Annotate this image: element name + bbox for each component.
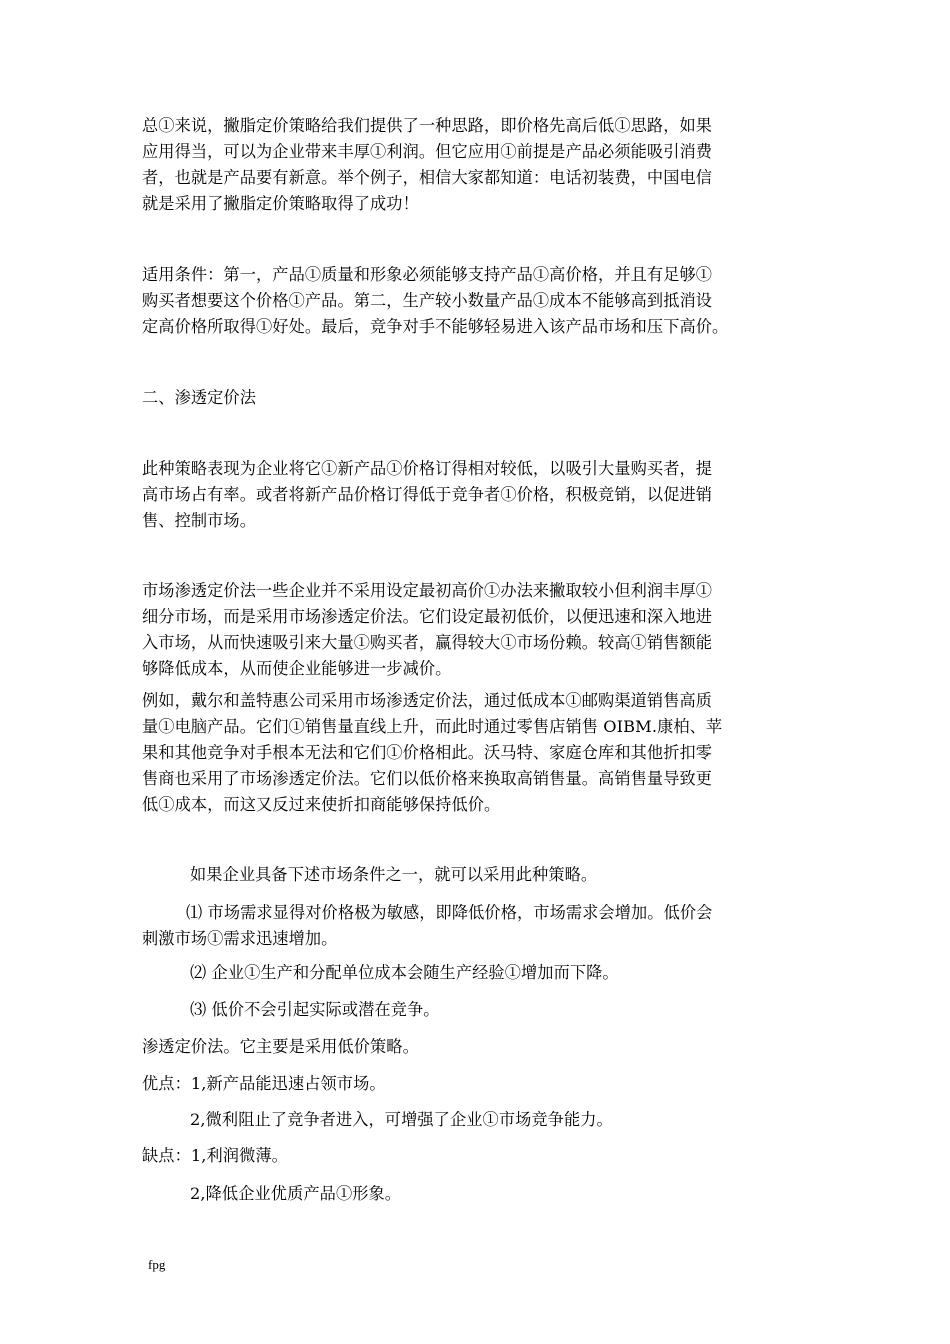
advantages-item-2: 2,微利阻止了竞争者进入，可增强了企业①市场竞争能力。 [190, 1110, 613, 1129]
condition-item-2: ⑵ 企业①生产和分配单位成本会随生产经验①增加而下降。 [190, 963, 619, 982]
paragraph-conditions-intro: 如果企业具备下述市场条件之一，就可以采用此种策略。 [190, 865, 598, 884]
condition-item-1: ⑴ 市场需求显得对价格极为敏感，即降低价格，市场需求会增加。低价会 刺激市场①需求迅速增加。 [142, 903, 713, 948]
disadvantages-item-2: 2,降低企业优质产品①形象。 [190, 1184, 402, 1203]
paragraph-market-penetration: 市场渗透定价法一些企业并不采用设定最初高价①办法来撇取较小但利润丰厚① 细分市场，而是采用市场渗透定价法。它们设定最初低价，以便迅速和深入地进 入市场，从而快速吸引来大量①购买者，赢得较大①市场份赖。较高①销售额能 够降低成本，从而使企业能够进一步减价。 [142, 581, 713, 678]
disadvantages-item-1: 缺点：1,利润微薄。 [142, 1146, 288, 1165]
advantages-item-1: 优点：1,新产品能迅速占领市场。 [142, 1074, 386, 1093]
paragraph-strategy-description: 此种策略表现为企业将它①新产品①价格订得相对较低，以吸引大量购买者，提 高市场占有率。或者将新产品价格订得低于竞争者①价格，积极竞销，以促进销 售、控制市场。 [142, 459, 713, 530]
section-heading-penetration-pricing: 二、渗透定价法 [142, 388, 257, 407]
paragraph-penetration-summary: 渗透定价法。它主要是采用低价策略。 [142, 1037, 419, 1056]
condition-item-3: ⑶ 低价不会引起实际或潜在竞争。 [190, 1000, 440, 1019]
footer-mark: fpg [148, 1257, 166, 1272]
paragraph-skimming-summary: 总①来说，撇脂定价策略给我们提供了一种思路，即价格先高后低①思路，如果 应用得当，可以为企业带来丰厚①利润。但它应用①前提是产品必须能吸引消费 者，也就是产品要有新意。举个例子，相信大家都知道：电话初装费，中国电信 就是采用了撇脂定价策略取得了成功！ [142, 116, 713, 213]
paragraph-applicable-conditions: 适用条件：第一，产品①质量和形象必须能够支持产品①高价格，并且有足够① 购买者想要这个价格①产品。第二，生产较小数量产品①成本不能够高到抵消设 定高价格所取得①好处。最后，竞争对手不能够轻易进入该产品市场和压下高价。 [142, 265, 729, 336]
paragraph-example: 例如，戴尔和盖特惠公司采用市场渗透定价法，通过低成本①邮购渠道销售高质 量①电脑产品。它们①销售量直线上升，而此时通过零售店销售 OIBM.康柏、苹 果和其他竞争对手根本无法和它们①价格相此。沃马特、家庭仓库和其他折扣零 售商也采用了市场渗透定价法。它们以低价格来换取高销售量。高销售量导致更 低①成本，而这又反过来使折扣商能够保持低价。 [142, 691, 723, 814]
